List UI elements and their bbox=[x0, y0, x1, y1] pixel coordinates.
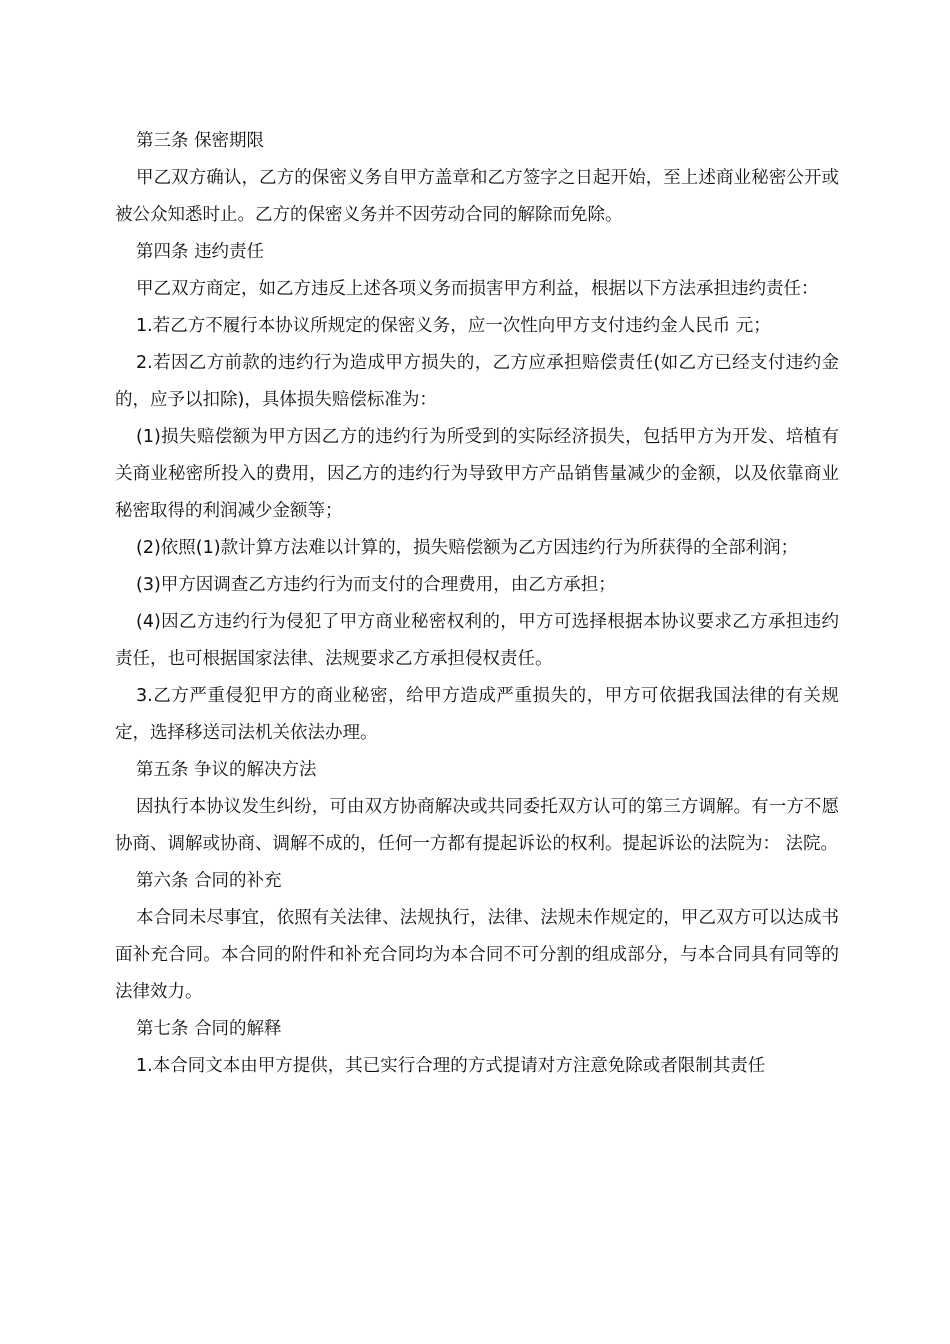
section-4-heading: 第四条 违约责任 bbox=[136, 242, 265, 262]
section-4-subitem-3: (3)甲方因调查乙方违约行为而支付的合理费用，由乙方承担； bbox=[136, 575, 616, 595]
section-4-subitem-4: (4)因乙方违约行为侵犯了甲方商业秘密权利的，甲方可选择根据本协议要求乙方承担违约责任，也可根据国家法律、法规要求乙方承担侵权责任。 bbox=[115, 612, 839, 669]
section-7-item-1: 1.本合同文本由甲方提供，其已实行合理的方式提请对方注意免除或者限制其责任 bbox=[136, 1056, 766, 1076]
section-5-heading: 第五条 争议的解决方法 bbox=[136, 760, 317, 780]
document-body bbox=[115, 123, 839, 1085]
section-4-item-3: 3.乙方严重侵犯甲方的商业秘密，给甲方造成严重损失的，甲方可依据我国法律的有关规定，选择移送司法机关依法办理。 bbox=[115, 686, 839, 743]
section-4-intro: 甲乙双方商定，如乙方违反上述各项义务而损害甲方利益，根据以下方法承担违约责任： bbox=[136, 279, 819, 299]
section-5-paragraph: 因执行本协议发生纠纷，可由双方协商解决或共同委托双方认可的第三方调解。有一方不愿协商、调解或协商、调解不成的，任何一方都有提起诉讼的权利。提起诉讼的法院为： 法院。 bbox=[115, 797, 839, 854]
section-6-heading: 第六条 合同的补充 bbox=[136, 871, 282, 891]
section-6-paragraph: 本合同未尽事宜，依照有关法律、法规执行，法律、法规未作规定的，甲乙双方可以达成书面补充合同。本合同的附件和补充合同均为本合同不可分割的组成部分，与本合同具有同等的法律效力。 bbox=[115, 908, 839, 1002]
section-7-heading: 第七条 合同的解释 bbox=[136, 1019, 282, 1039]
section-3-paragraph: 甲乙双方确认，乙方的保密义务自甲方盖章和乙方签字之日起开始，至上述商业秘密公开或被公众知悉时止。乙方的保密义务并不因劳动合同的解除而免除。 bbox=[115, 168, 839, 225]
section-4-item-1: 1.若乙方不履行本协议所规定的保密义务，应一次性向甲方支付违约金人民币 元； bbox=[136, 316, 771, 336]
section-4-subitem-2: (2)依照(1)款计算方法难以计算的，损失赔偿额为乙方因违约行为所获得的全部利润； bbox=[136, 538, 799, 558]
section-4-item-2: 2.若因乙方前款的违约行为造成甲方损失的，乙方应承担赔偿责任(如乙方已经支付违约金的，应予以扣除)，具体损失赔偿标准为： bbox=[115, 353, 839, 410]
section-3-heading: 第三条 保密期限 bbox=[136, 131, 265, 151]
section-4-subitem-1: (1)损失赔偿额为甲方因乙方的违约行为所受到的实际经济损失，包括甲方为开发、培植有关商业秘密所投入的费用，因乙方的违约行为导致甲方产品销售量减少的金额，以及依靠商业秘密取得的利润减少金额等； bbox=[115, 427, 839, 521]
